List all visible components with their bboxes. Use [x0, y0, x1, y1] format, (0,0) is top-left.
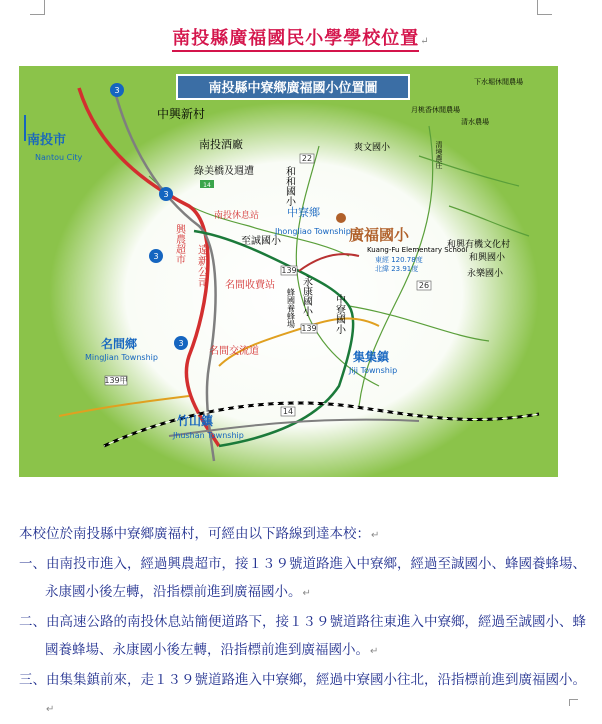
place-jiji: 集集鎮 — [353, 350, 390, 364]
place-nantou-city-en: Nantou City — [35, 153, 83, 162]
route-item — [19, 666, 589, 724]
document-title-text: 南投縣廣福國民小學學校位置 — [172, 28, 419, 52]
place-pinghe: 和興國小 — [469, 253, 506, 263]
place-zhushan: 竹山鎮 — [177, 414, 214, 428]
place-toll: 名間收費站 — [225, 280, 275, 291]
paragraph-mark-icon: ↵ — [371, 530, 380, 541]
route-item — [19, 608, 589, 666]
intro-text: 本校位於南投縣中寮鄉廣福村，可經由以下路線到達本校： — [19, 526, 370, 542]
route-item-text: 二、由高速公路的南投休息站簡便道路下，接１３９號道路往東進入中寮鄉，經過至誠國小、蜂國養蜂場、永康國小後左轉，沿指標前進到廣福國小。 — [19, 614, 586, 658]
route-number: 3 — [163, 190, 169, 199]
route-number: 14 — [282, 407, 294, 416]
place-yongkang: 永康國小 — [300, 276, 312, 316]
place-nantou-city: 南投市 — [27, 133, 67, 148]
place-pinghe-culture: 和興有機文化村 — [447, 240, 511, 250]
route-number: 26 — [418, 281, 430, 290]
place-zhongliao: 中寮鄉 — [287, 206, 320, 219]
place-zhongliao-school: 中寮國小 — [333, 294, 345, 334]
place-bee-farm: 蜂國養蜂場 — [286, 288, 296, 328]
location-map — [19, 66, 558, 477]
place-jiji-en: Jiji Township — [349, 366, 398, 375]
document-title — [0, 24, 602, 50]
place-winery: 南投酒廠 — [199, 138, 243, 151]
coord-north: 北緯 23.91度 — [375, 265, 419, 273]
place-guangfu-en: Kuang-Fu Elementary School — [367, 246, 468, 254]
place-zhushan-en: Jhushan Township — [173, 431, 244, 440]
route-number: 139 — [281, 266, 297, 275]
page-corner-mark — [569, 699, 578, 706]
place-qingshui: 清水農場 — [461, 118, 489, 126]
paragraph-mark-icon: ↵ — [46, 704, 55, 715]
route-number: 3 — [153, 252, 159, 261]
coord-east: 東經 120.78度 — [375, 256, 423, 264]
place-yuanxin: 遠新公司 — [196, 244, 210, 288]
route-number: 3 — [114, 86, 120, 95]
paragraph-mark-icon: ↵ — [370, 646, 379, 657]
route-number: 3 — [178, 339, 184, 348]
place-zhongxing-village: 中興新村 — [157, 107, 206, 121]
north-arrow — [24, 115, 26, 141]
place-zhicheng: 至誠國小 — [241, 236, 281, 247]
intro-paragraph — [19, 520, 589, 550]
route-item-text: 一、由南投市進入，經過興農超市，接１３９號道路進入中寮鄉，經過至誠國小、蜂國養蜂場、永康國小後左轉，沿指標前進到廣福國小。 — [19, 556, 586, 600]
place-guangfu: 廣福國小 — [349, 226, 410, 244]
route-item-text: 三、由集集鎮前來，走１３９號道路進入中寮鄉，經過中寮國小往北，沿指標前進到廣福國小。 — [19, 672, 586, 688]
place-mingjian: 名間鄉 — [101, 337, 138, 351]
place-yongle: 永樂國小 — [467, 269, 504, 279]
directions-text — [19, 520, 589, 724]
paragraph-mark-icon: ↵ — [302, 588, 311, 599]
place-shuangwen: 爽文國小 — [354, 143, 391, 153]
place-xingnong: 興農超市 — [173, 224, 185, 264]
place-zhongliao-en: Jhongliao Township — [275, 227, 351, 236]
page-corner-mark — [537, 0, 552, 15]
place-moon-farm: 月桃香休閒農場 — [411, 106, 460, 114]
route-number: 139甲 — [104, 376, 128, 385]
place-mingjian-exit: 名間交流道 — [209, 346, 259, 357]
map-banner: 南投縣中寮鄉廣福國小位置圖 — [208, 81, 378, 96]
school-marker-icon — [336, 213, 346, 223]
page-corner-mark — [30, 0, 45, 15]
place-mingjian-en: MingJian Township — [85, 353, 158, 362]
place-leisure-farm: 下水堀休閒農場 — [474, 78, 523, 86]
route-item — [19, 550, 589, 608]
route-number: 22 — [301, 154, 313, 163]
route-number: 14 — [203, 182, 211, 189]
place-rest-stop: 南投休息站 — [214, 211, 260, 221]
place-green-park: 綠美橋及週遭 — [194, 166, 254, 177]
place-jiwei-farm: 清境農庄 — [435, 141, 443, 169]
place-hehe: 和和國小 — [283, 166, 295, 206]
route-number: 139 — [301, 324, 317, 333]
paragraph-mark-icon: ↵ — [420, 36, 430, 47]
